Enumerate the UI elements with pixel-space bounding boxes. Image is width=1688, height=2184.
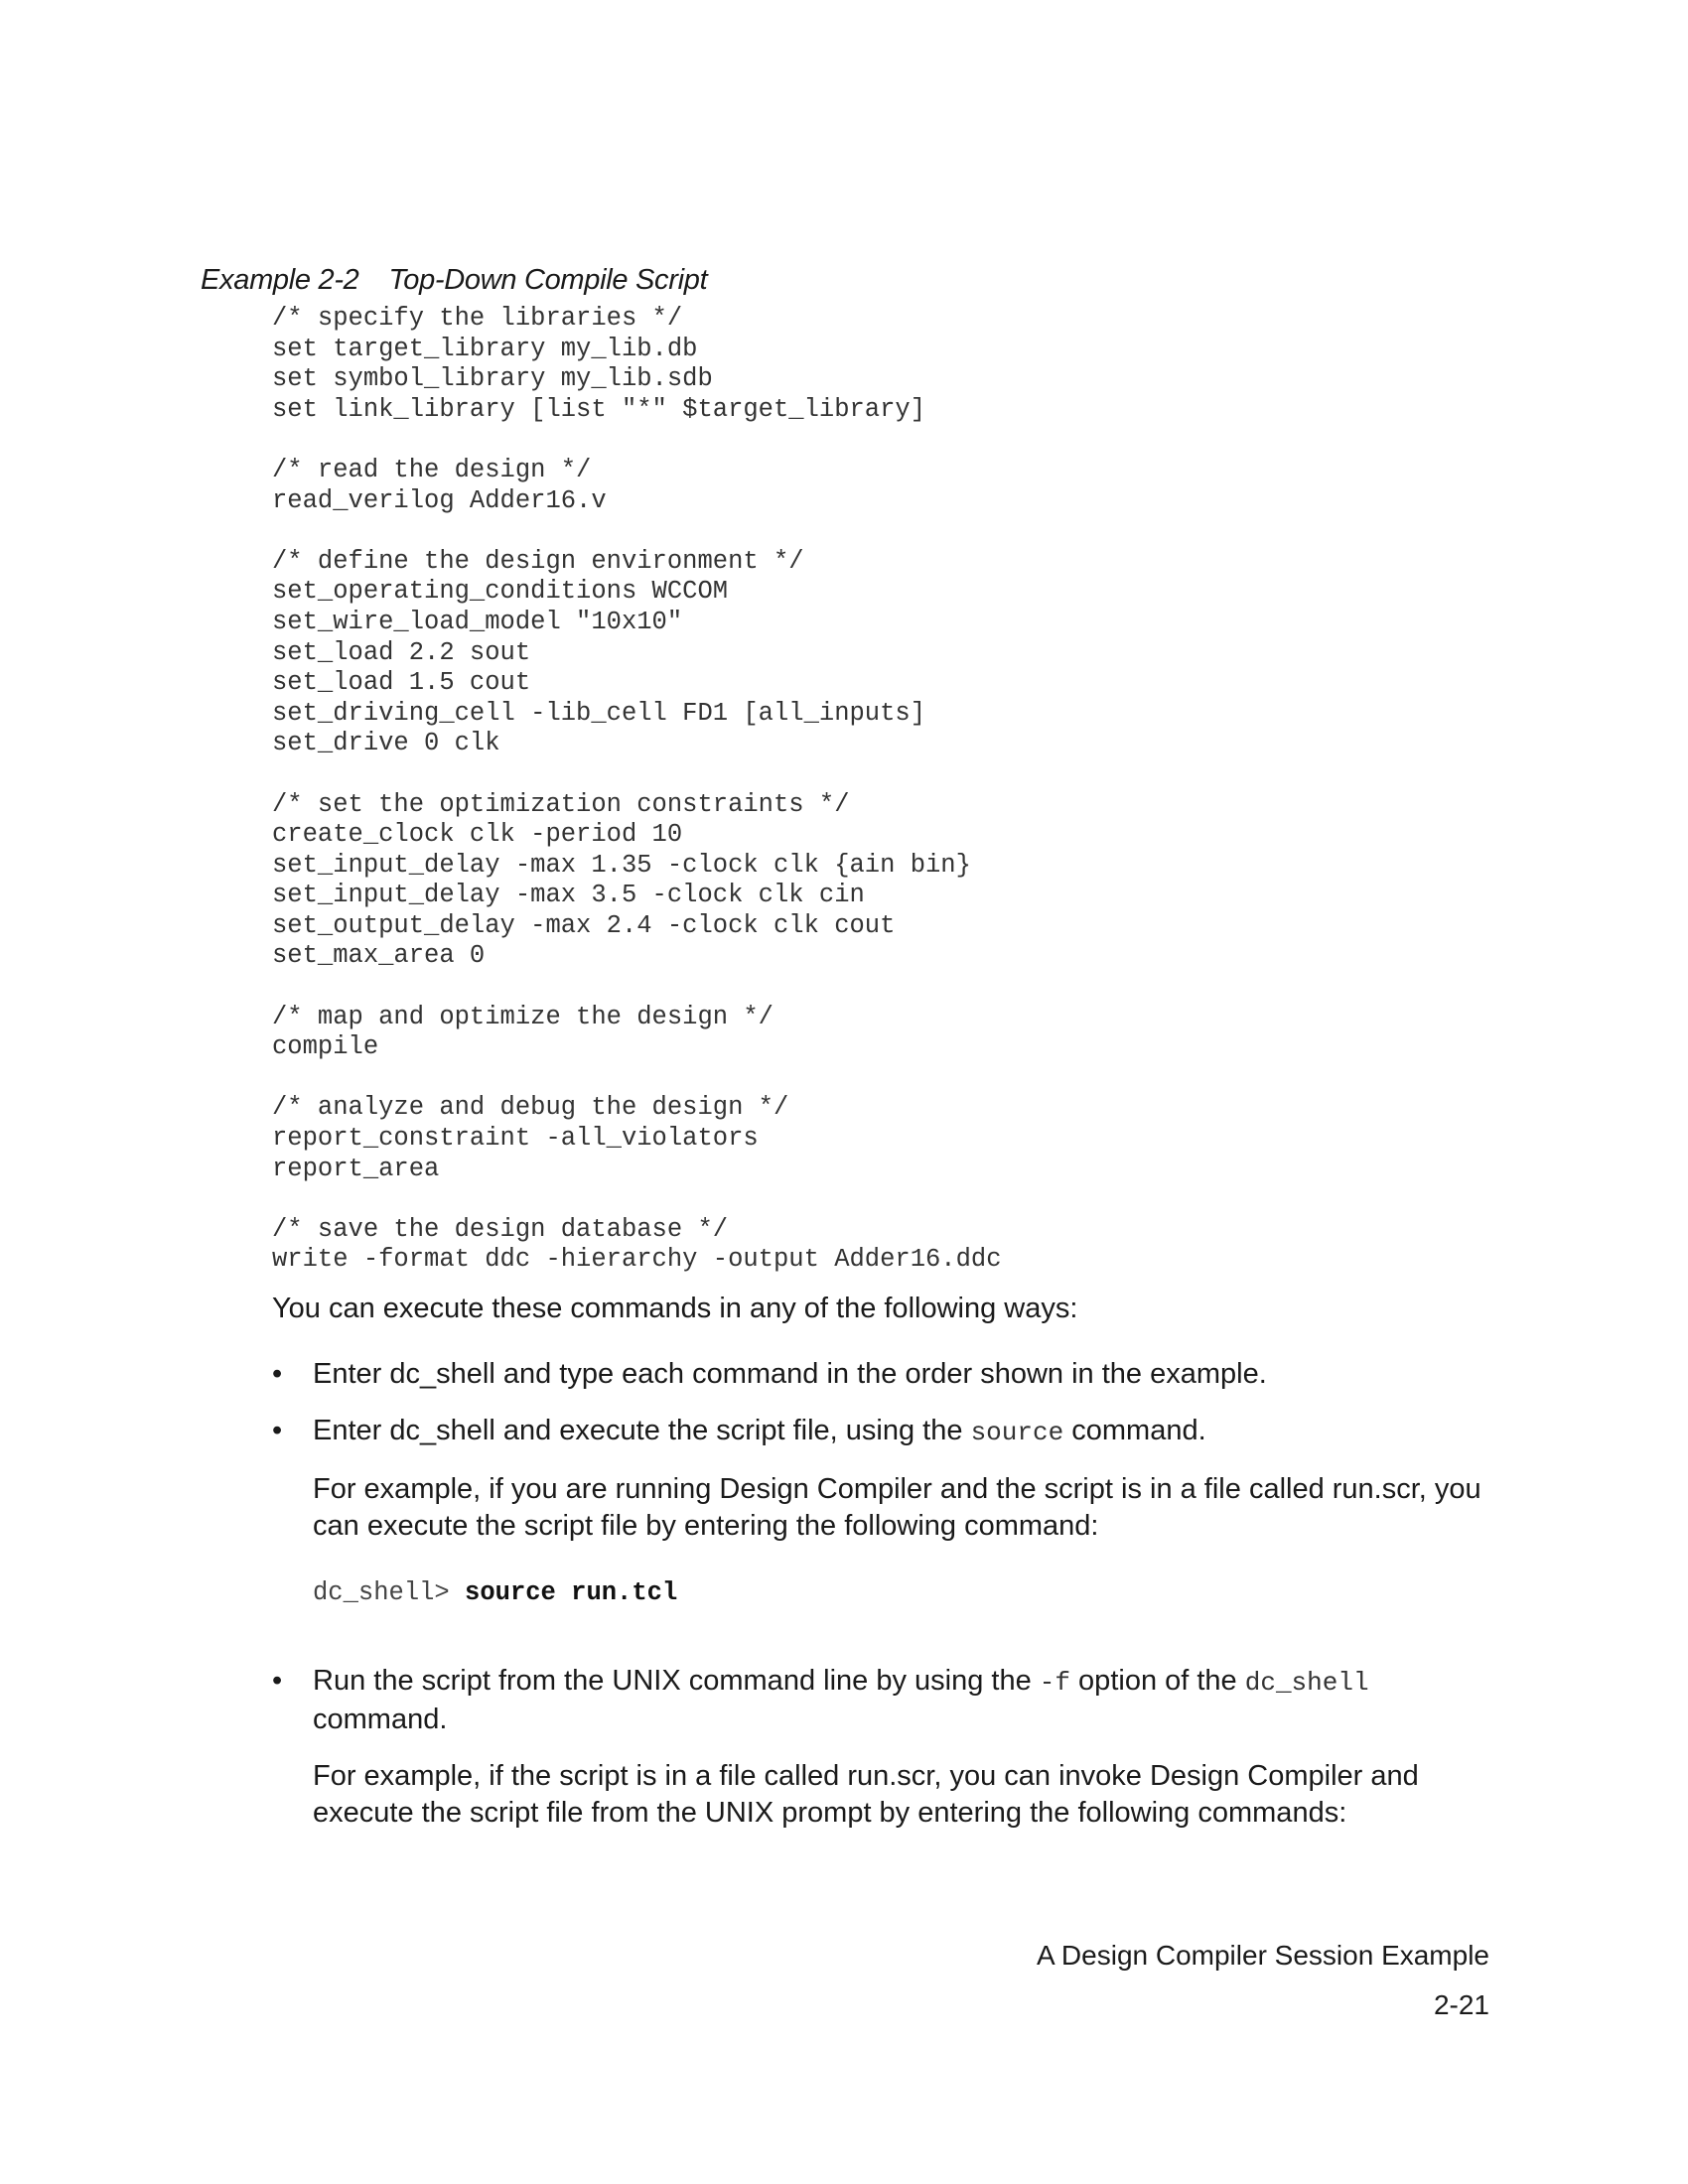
code-line: set_input_delay -max 3.5 -clock clk cin (272, 881, 865, 910)
inline-code: dc_shell (1244, 1668, 1369, 1698)
code-line: report_area (272, 1154, 440, 1183)
example-number: Example 2-2 (201, 264, 359, 296)
code-comment: /* specify the libraries */ (272, 304, 683, 333)
code-comment: /* set the optimization constraints */ (272, 789, 850, 819)
code-comment: /* read the design */ (272, 455, 592, 484)
code-blank-line (272, 516, 1002, 547)
code-line: set_max_area 0 (272, 941, 486, 971)
code-line: compile (272, 1032, 379, 1062)
code-line: set target_library my_lib.db (272, 334, 698, 363)
shell-prompt: dc_shell> (313, 1578, 466, 1607)
example-title: Top-Down Compile Script (388, 264, 708, 296)
code-line: report_constraint -all_violators (272, 1124, 759, 1154)
list-item (272, 1356, 1503, 1393)
bullet-text-part: Enter dc_shell and execute the script file, using the (313, 1415, 971, 1446)
code-blank-line (272, 1063, 1002, 1094)
list-item (272, 1663, 1503, 1832)
code-blank-line (272, 759, 1002, 790)
code-blank-line (272, 425, 1002, 456)
code-blank-line (272, 972, 1002, 1003)
bullet-text-part: command. (1063, 1415, 1206, 1446)
bullet-example-paragraph: For example, if you are running Design Compiler and the script is in a file called run.scr, you can execute the script file by entering the following command: (313, 1473, 1481, 1542)
bullet-text-part: option of the (1070, 1665, 1245, 1697)
bullet-icon: • (272, 1358, 283, 1390)
code-comment: /* map and optimize the design */ (272, 1002, 774, 1031)
code-blank-line (272, 1184, 1002, 1215)
code-block (272, 304, 1002, 1276)
bullet-text (313, 1663, 1503, 1738)
bullet-text-part: command. (313, 1704, 448, 1735)
example-caption (201, 264, 707, 297)
code-line: set_output_delay -max 2.4 -clock clk cout (272, 910, 896, 940)
code-line: set_wire_load_model "10x10" (272, 607, 683, 636)
code-line: read_verilog Adder16.v (272, 485, 607, 515)
code-line: set_load 1.5 cout (272, 668, 531, 698)
bullet-text: Enter dc_shell and type each command in the order shown in the example. (313, 1358, 1267, 1390)
code-comment: /* define the design environment */ (272, 546, 804, 576)
code-line: set_input_delay -max 1.35 -clock clk {ain bin} (272, 850, 971, 880)
code-line: set_load 2.2 sout (272, 637, 531, 667)
command-example (313, 1578, 677, 1607)
code-comment: /* analyze and debug the design */ (272, 1093, 789, 1123)
code-line: create_clock clk -period 10 (272, 820, 683, 850)
bullet-text-part: Run the script from the UNIX command line by using the (313, 1665, 1040, 1697)
bullet-icon: • (272, 1665, 283, 1697)
page-number: 2-21 (1433, 1989, 1489, 2020)
footer-section-title: A Design Compiler Session Example (1037, 1940, 1489, 1971)
code-line: set_operating_conditions WCCOM (272, 577, 729, 607)
code-line: set link_library [list "*" $target_library] (272, 394, 926, 424)
code-line: write -format ddc -hierarchy -output Adder16.ddc (272, 1245, 1002, 1275)
intro-paragraph: You can execute these commands in any of the following ways: (272, 1293, 1078, 1324)
command-text: source run.tcl (465, 1578, 678, 1607)
code-line: set_driving_cell -lib_cell FD1 [all_inputs] (272, 698, 926, 728)
inline-code: source (970, 1418, 1064, 1447)
bullet-icon: • (272, 1415, 283, 1446)
bullet-example-paragraph: For example, if the script is in a file called run.scr, you can invoke Design Compiler and execute the script file from the UNIX prompt by entering the following commands: (313, 1760, 1419, 1829)
inline-code: -f (1039, 1668, 1070, 1698)
code-line: set symbol_library my_lib.sdb (272, 364, 713, 394)
bullet-text (313, 1413, 1503, 1451)
code-comment: /* save the design database */ (272, 1214, 729, 1244)
list-item (272, 1413, 1503, 1545)
code-line: set_drive 0 clk (272, 729, 500, 758)
